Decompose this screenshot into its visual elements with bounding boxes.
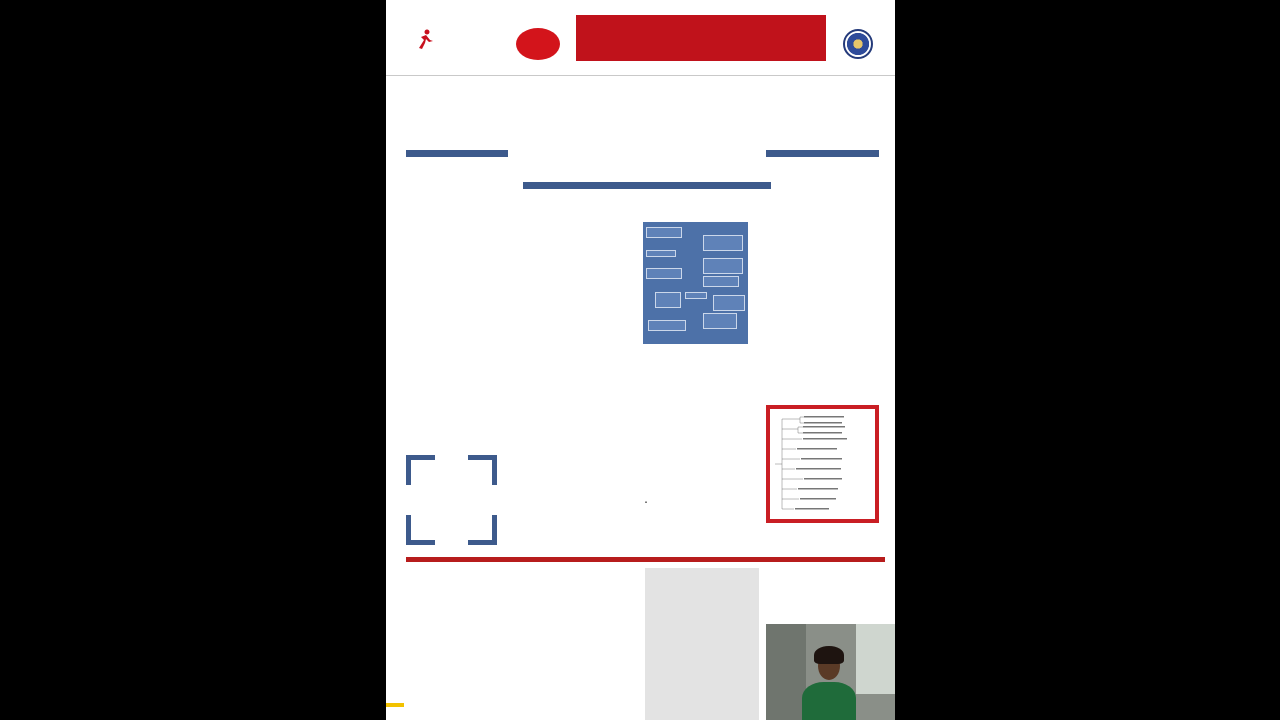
patient-flow-chart xyxy=(643,222,748,344)
flow-direct-smear xyxy=(655,292,681,308)
footer-accent xyxy=(386,703,404,707)
brief-frame xyxy=(406,455,497,545)
flow-provided xyxy=(646,268,682,279)
methods-header-bar xyxy=(523,182,771,189)
flow-pcr-not-done xyxy=(703,276,739,287)
section-divider xyxy=(406,557,885,562)
stat-bullet: • xyxy=(645,500,648,506)
flow-included xyxy=(646,250,676,257)
running-figure-icon xyxy=(416,28,434,50)
frame-gap-top xyxy=(435,455,468,460)
header-divider xyxy=(386,75,895,76)
window-light xyxy=(856,624,895,694)
wall-shadow xyxy=(766,624,806,720)
scientific-days-logo xyxy=(516,28,560,60)
university-seal-icon xyxy=(843,29,873,59)
poster xyxy=(386,0,895,720)
intro-header-bar xyxy=(406,150,508,157)
flow-positive-dna xyxy=(703,313,737,329)
flow-negative xyxy=(713,295,745,311)
flow-not-eligible xyxy=(703,235,743,251)
phylogenetic-tree-icon xyxy=(770,409,875,519)
poster-title xyxy=(576,15,826,61)
frame-gap-bottom xyxy=(435,540,468,545)
flow-positive-strongyloidiasis xyxy=(648,320,686,331)
flow-no-sample xyxy=(703,258,743,274)
msf-logo xyxy=(416,28,511,56)
phylogenetic-tree xyxy=(766,405,879,523)
flow-screened xyxy=(646,227,682,238)
phylogenetic-tree-panel xyxy=(770,409,875,519)
presenter-video xyxy=(766,624,895,720)
frame-gap-right xyxy=(492,485,497,515)
presenter-shirt xyxy=(802,682,856,720)
conclusion-panel xyxy=(645,568,759,720)
pcr-positive-bar-chart xyxy=(766,270,879,370)
presenter-hair xyxy=(814,646,844,664)
flow-pcr xyxy=(685,292,707,299)
table-header-bar xyxy=(766,150,879,157)
frame-gap-left xyxy=(406,485,411,515)
